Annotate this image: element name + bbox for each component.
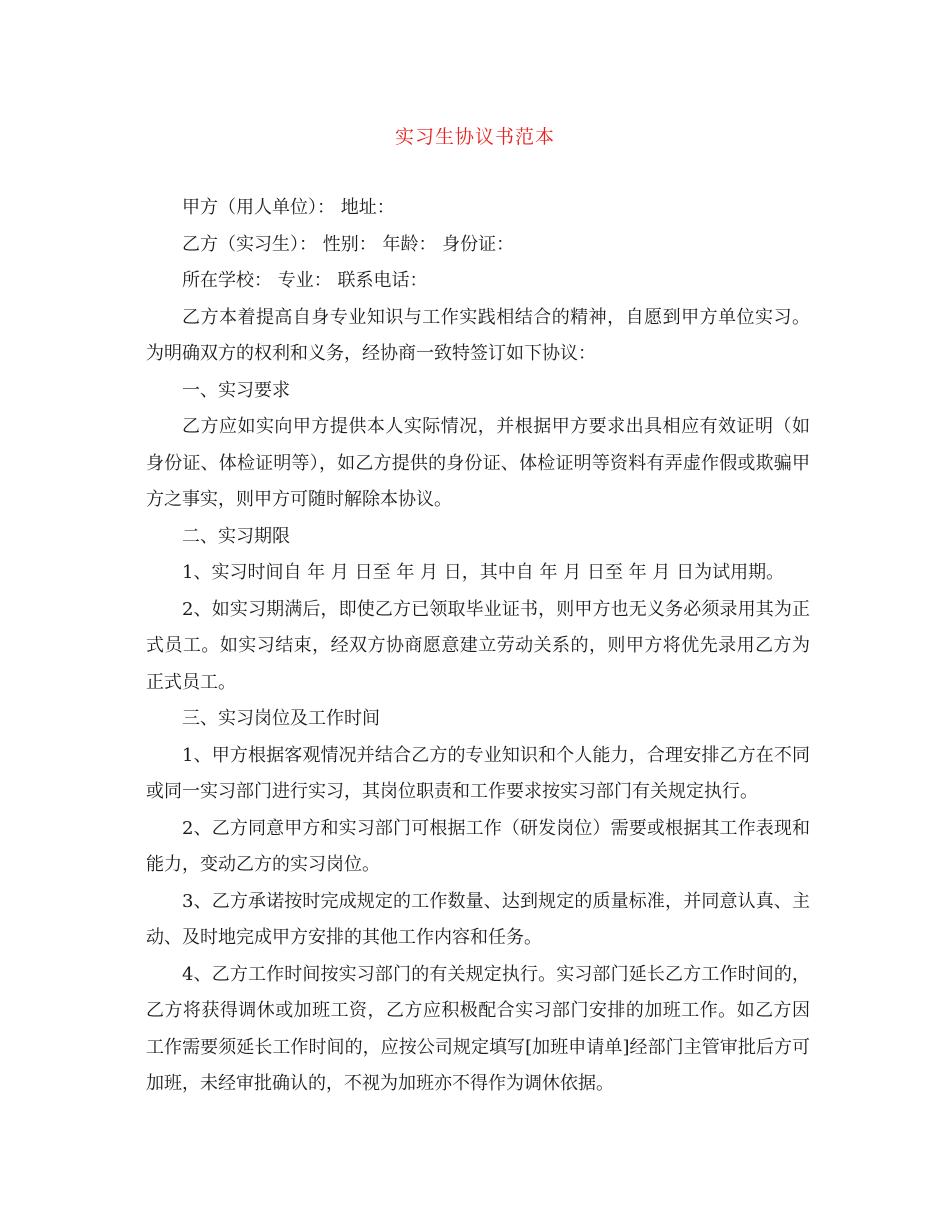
document-title: 实习生协议书范本	[394, 126, 555, 148]
position-clause-1: 1、甲方根据客观情况并结合乙方的专业知识和个人能力，合理安排乙方在不同或同一实习部门进行实习，其岗位职责和工作要求按实习部门有关规定执行。	[146, 744, 810, 802]
party-b-info: 乙方（实习生）： 性别： 年龄： 身份证：	[182, 233, 515, 255]
position-clause-2: 2、乙方同意甲方和实习部门可根据工作（研发岗位）需要或根据其工作表现和能力，变动乙方的实习岗位。	[146, 817, 810, 875]
preamble-paragraph: 乙方本着提高自身专业知识与工作实践相结合的精神，自愿到甲方单位实习。为明确双方的权利和义务，经协商一致特签订如下协议：	[146, 306, 810, 364]
section-heading-position: 三、实习岗位及工作时间	[182, 708, 380, 729]
document-body	[146, 190, 810, 1103]
section-heading-period: 二、实习期限	[182, 525, 290, 547]
position-clause-4: 4、乙方工作时间按实习部门的有关规定执行。实习部门延长乙方工作时间的，乙方将获得调休或加班工资，乙方应积极配合实习部门安排的加班工作。如乙方因工作需要须延长工作时间的，应按公司规定填写[加班申请单]经部门主管审批后方可加班，未经审批确认的，不视为加班亦不得作为调休依据。	[146, 963, 810, 1094]
school-info: 所在学校： 专业： 联系电话：	[182, 270, 428, 291]
requirements-paragraph: 乙方应如实向甲方提供本人实际情况，并根据甲方要求出具相应有效证明（如身份证、体检证明等），如乙方提供的身份证、体检证明等资料有弄虚作假或欺骗甲方之事实，则甲方可随时解除本协议。	[146, 416, 810, 510]
period-clause-2: 2、如实习期满后，即使乙方已领取毕业证书，则甲方也无义务必须录用其为正式员工。如实习结束，经双方协商愿意建立劳动关系的，则甲方将优先录用乙方为正式员工。	[146, 598, 810, 693]
section-heading-requirements: 一、实习要求	[182, 379, 290, 401]
party-a-info: 甲方（用人单位）： 地址：	[182, 197, 395, 218]
period-clause-1: 1、实习时间自 年 月 日至 年 月 日，其中自 年 月 日至 年 月 日为试用期。	[182, 562, 785, 583]
position-clause-3: 3、乙方承诺按时完成规定的工作数量、达到规定的质量标准，并同意认真、主动、及时地完成甲方安排的其他工作内容和任务。	[146, 890, 810, 948]
